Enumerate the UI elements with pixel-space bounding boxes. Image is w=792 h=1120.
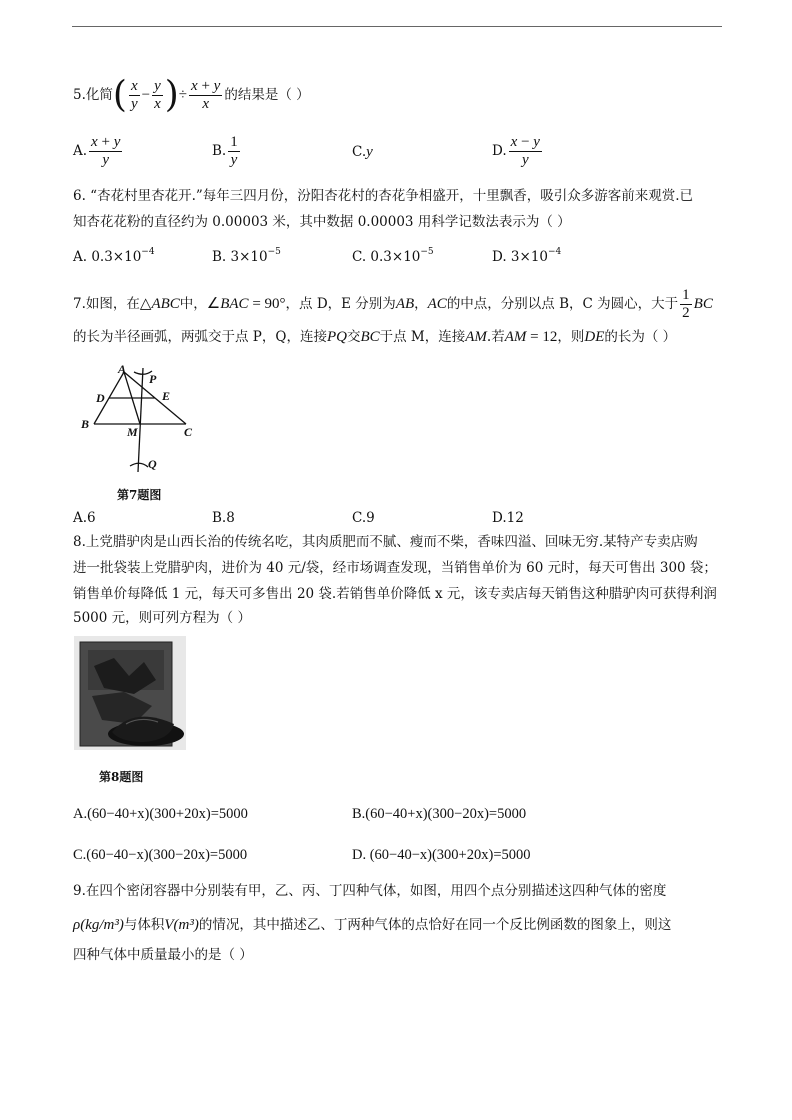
q7-option-b[interactable]: B.8 <box>212 510 235 526</box>
question-6-line-2: 知杏花花粉的直径约为 0.00003 米，其中数据 0.00003 用科学记数法表示为（ ） <box>73 214 571 230</box>
q6-option-c[interactable]: C. $0.3\times 10^{-5}$ <box>352 247 434 265</box>
question-7-line-1: 7.如图，在△ABC中，∠BAC = 90°，点 D，E 分别为AB，AC的中点，分别以点 B，C 为圆心，大于 $\frac{1}{2}$ BC <box>73 287 713 321</box>
q5-option-b[interactable]: B. $\frac{1}{y}$ <box>212 134 238 168</box>
figure-8-caption: 第8题图 <box>99 770 144 784</box>
label-a: A <box>118 362 127 376</box>
fraction-y-over-x: $\frac{y}{x}$ <box>154 78 161 112</box>
q6-option-a[interactable]: A. $0.3\times 10^{-4}$ <box>73 247 155 265</box>
q5-option-c[interactable]: C.y <box>352 144 373 160</box>
label-b: B <box>81 417 90 431</box>
label-m: M <box>127 425 138 439</box>
question-9-line-2: ρ(kg/m³)与体积V(m³)的情况，其中描述乙、丁两种气体的点恰好在同一个反比例函数的图象上，则这 <box>73 917 672 933</box>
q7-option-d[interactable]: D.12 <box>492 510 524 526</box>
q8-option-c[interactable]: C.(60−40−x)(300−20x)=5000 <box>73 847 248 863</box>
label-p: P <box>149 372 157 386</box>
label-d: D <box>96 391 105 405</box>
header-rule <box>72 26 722 27</box>
q5-option-d[interactable]: D. $\frac{x - y}{y}$ <box>492 134 540 168</box>
fraction-x-over-y: $\frac{x}{y}$ <box>130 78 138 112</box>
q8-option-b[interactable]: B.(60−40+x)(300−20x)=5000 <box>352 806 527 822</box>
label-c: C <box>184 425 193 439</box>
question-9-line-1: 9.在四个密闭容器中分别装有甲，乙、丙、丁四种气体，如图，用四个点分别描述这四种气体的密度 <box>73 883 667 899</box>
figure-7-triangle <box>74 362 204 480</box>
question-5-stem: 5.化简( $\frac{x}{y}$ − $\frac{y}{x}$ )÷ $\frac{x + y}{x}$ 的结果是（ ） <box>73 74 310 116</box>
question-7-line-2: 的长为半径画弧，两弧交于点 P，Q，连接PQ交BC于点 M，连接AM.若AM = 12，则DE的长为（ ） <box>73 329 677 345</box>
figure-7-caption: 第7题图 <box>117 488 162 502</box>
fraction-x-plus-y-over-x: $\frac{x + y}{x}$ <box>191 78 221 112</box>
q7-option-a[interactable]: A.6 <box>73 510 96 526</box>
question-8-line-4: 5000 元，则可列方程为（ ） <box>73 610 251 626</box>
label-q: Q <box>148 457 157 471</box>
question-8-line-3: 销售单价每降低 1 元，每天可多售出 20 袋.若销售单价降低 x 元，该专卖店每天销售这种腊驴肉可获得利润 <box>73 586 717 602</box>
q8-option-d[interactable]: D. (60−40−x)(300+20x)=5000 <box>352 847 531 863</box>
arc-q <box>130 463 148 467</box>
q7-option-c[interactable]: C.9 <box>352 510 375 526</box>
q8-option-a[interactable]: A.(60−40+x)(300+20x)=5000 <box>73 806 248 822</box>
label-e: E <box>162 389 171 403</box>
q5-option-a[interactable]: A. $\frac{x + y}{y}$ <box>73 134 121 168</box>
question-8-line-1: 8.上党腊驴肉是山西长治的传统名吃，其肉质肥而不腻、瘦而不柴，香味四溢、回味无穷.某特产专卖店购 <box>73 534 698 550</box>
question-9-line-3: 四种气体中质量最小的是（ ） <box>73 947 253 963</box>
question-6-line-1: 6. “杏花村里杏花开.”每年三四月份，汾阳杏花村的杏花争相盛开，十里飘香，吸引众多游客前来观赏.已 <box>73 188 694 204</box>
q6-option-b[interactable]: B. $3\times 10^{-5}$ <box>212 247 281 265</box>
q6-option-d[interactable]: D. $3\times 10^{-4}$ <box>492 247 562 265</box>
figure-8-product-photo <box>74 636 186 750</box>
question-8-line-2: 进一批袋装上党腊驴肉，进价为 40 元/袋，经市场调查发现，当销售单价为 60 元时，每天可售出 300 袋； <box>73 560 717 576</box>
